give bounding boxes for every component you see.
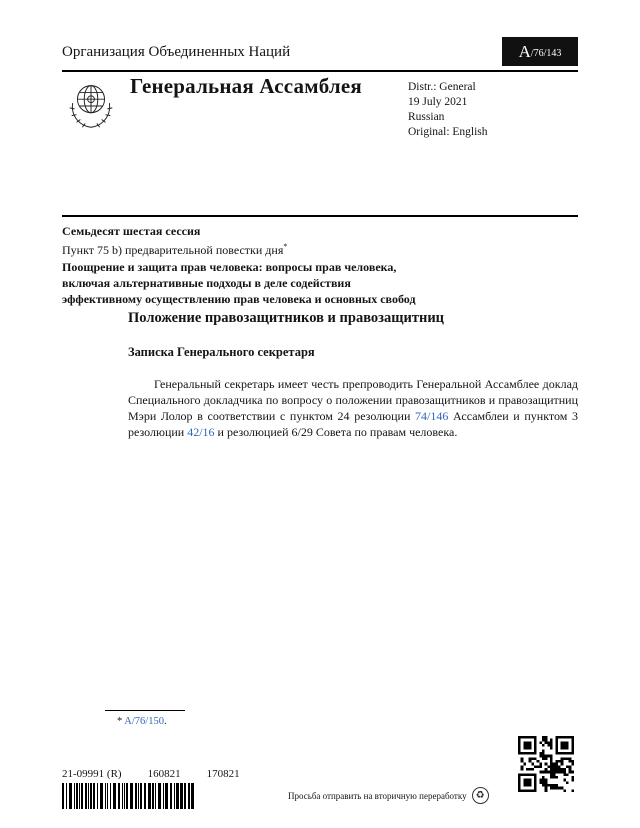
barcode [62,783,197,813]
session-title: Семьдесят шестая сессия [62,224,201,238]
session-block [62,223,422,307]
date-line: 19 July 2021 [408,96,468,108]
footnote-period: . [163,716,167,727]
footnote-text [105,716,185,727]
footnote-marker: * [117,716,123,727]
org-name: Организация Объединенных Наций [62,44,291,60]
recycle-notice [288,787,489,804]
report-title: Положение правозащитников и правозащитниц [128,310,445,326]
distr-block [408,80,488,140]
footer-date-2: 170821 [206,768,240,780]
masthead-divider [62,215,578,217]
body-block [128,310,578,440]
footer-date-1: 160821 [147,768,181,780]
language-line: Russian [408,111,445,123]
paragraph-text-1: Генеральный секретарь имеет честь препроводить Генеральной Ассамблее доклад Специального докладчика по вопросу о положении правозащитников и правозащитниц Мэри Лолор в соответствии с пунктом 24 резолюции [128,377,578,423]
doc-symbol-number: /76/143 [530,47,562,59]
resolution-link-42-16[interactable]: 42/16 [187,425,215,439]
footer-doc-number [62,768,266,780]
doc-number: 21-09991 (R) [62,768,122,780]
footnote-link[interactable]: A/76/150 [124,716,164,727]
agenda-topic: Поощрение и защита прав человека: вопросы прав человека, включая альтернативные подходы в деле содействия эффективному осуществлению прав человека и основных свобод [62,260,416,306]
report-subtitle: Записка Генерального секретаря [128,345,315,359]
paragraph-text-2: Ассамблеи и пунктом 3 резолюции [128,409,578,439]
original-line: Original: English [408,126,488,138]
resolution-link-74-146[interactable]: 74/146 [415,409,449,423]
doc-symbol-badge [502,37,578,66]
distr-line: Distr.: General [408,81,476,93]
agenda-item [62,239,422,258]
agenda-item-text: Пункт 75 b) предварительной повестки дня [62,243,284,257]
top-divider [62,70,578,72]
agenda-footnote-marker: * [283,242,288,251]
report-paragraph [128,376,578,440]
masthead-title: Генеральная Ассамблея [130,74,362,98]
un-emblem-icon [62,76,120,134]
paragraph-text-3: и резолюцией 6/29 Совета по правам человека. [214,425,458,439]
recycle-icon: ♻ [472,787,489,804]
recycle-text: Просьба отправить на вторичную переработку [288,790,467,801]
doc-symbol-letter: A [518,42,531,61]
footnote-divider [105,710,185,711]
footnote-block [105,710,185,727]
qr-code [518,736,574,792]
